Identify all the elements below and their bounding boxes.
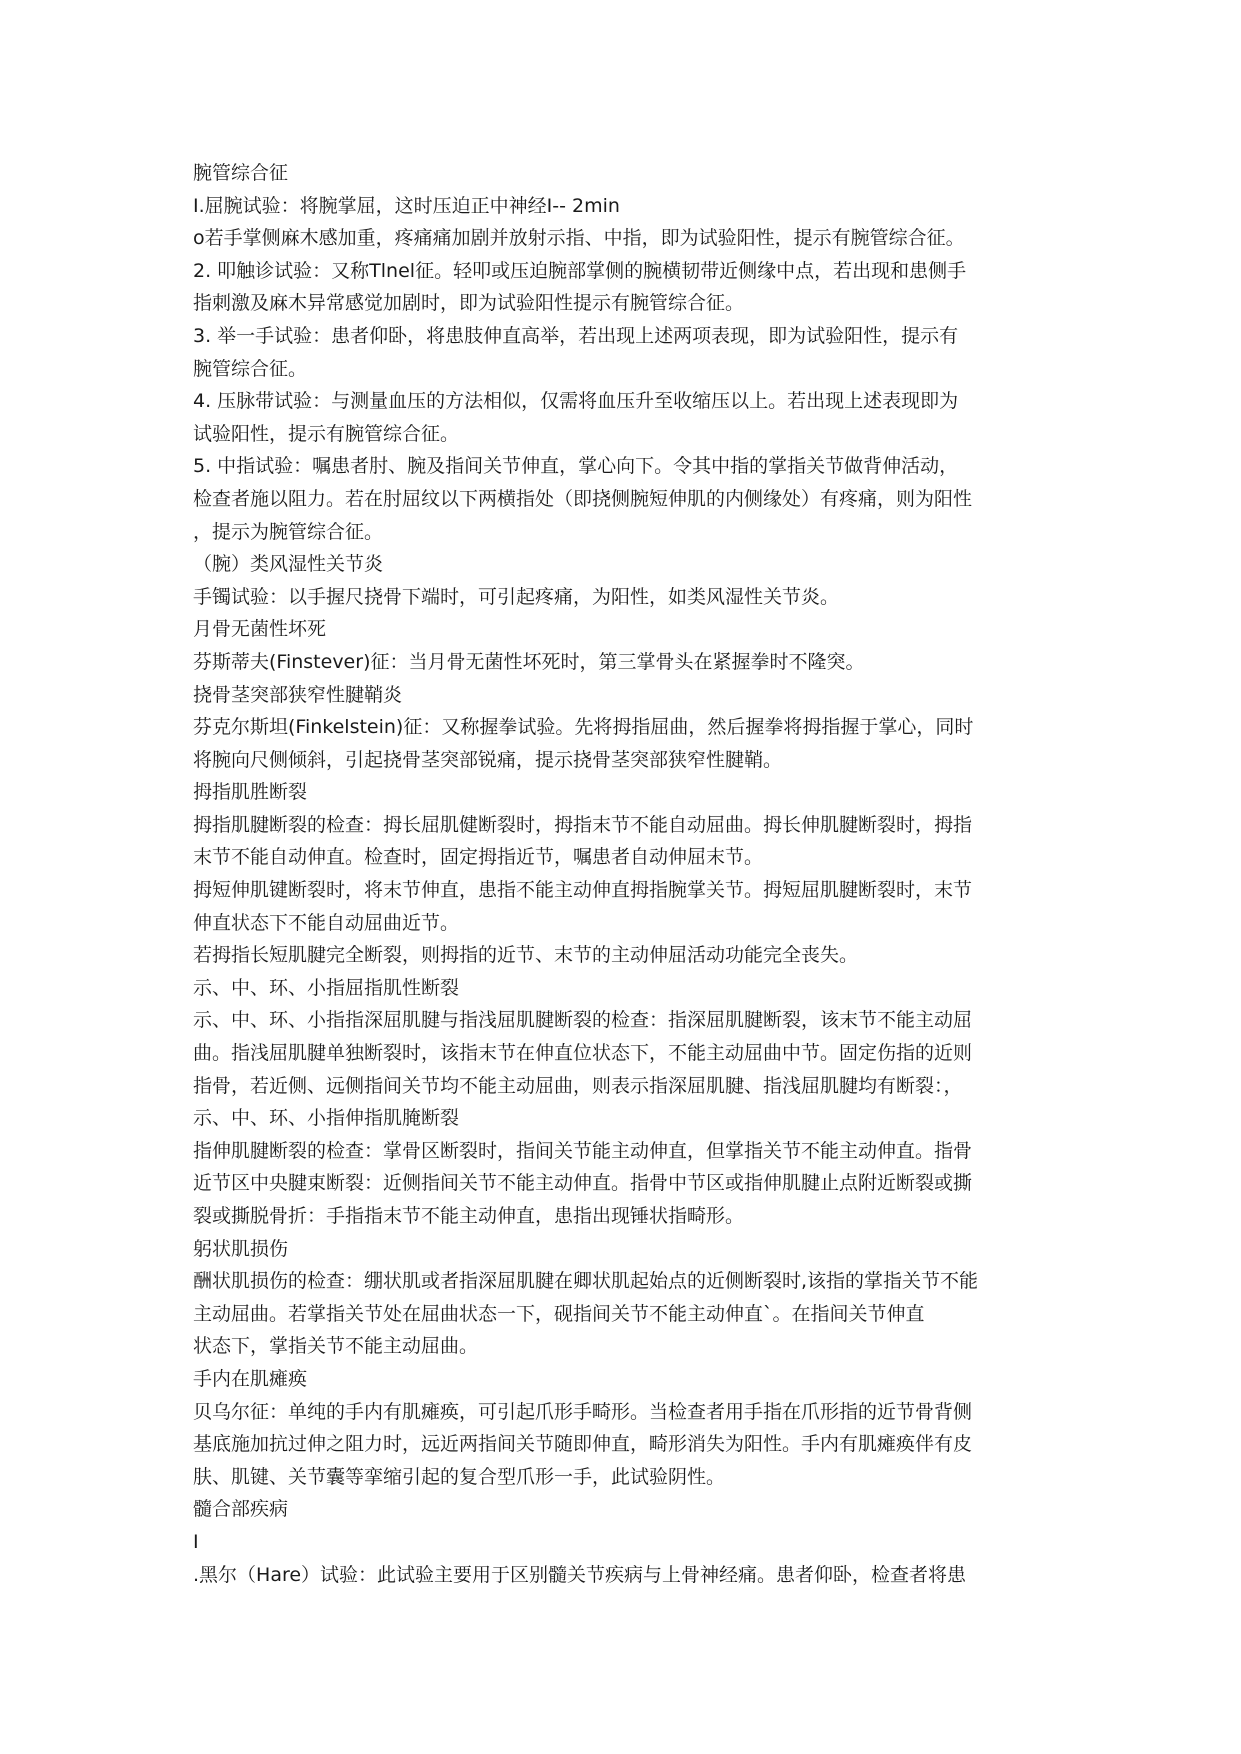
- text-line: 指骨，若近侧、远侧指间关节均不能主动屈曲，则表示指深屈肌腱、指浅屈肌腱均有断裂：，: [193, 1074, 963, 1097]
- text-line: 手镯试验：以手握尺挠骨下端时，可引起疼痛，为阳性，如类风湿性关节炎。: [193, 585, 840, 608]
- text-line: 4. 压脉带试验：与测量血压的方法相似，仅需将血压升至收缩压以上。若出现上述表现即为: [193, 390, 959, 413]
- section-heading: 腕管综合征: [193, 162, 289, 184]
- section-heading: 月骨无菌性坏死: [193, 618, 327, 641]
- text-line: 将腕向尺侧倾斜，引起挠骨茎突部锐痛，提示挠骨茎突部狭窄性腱鞘。: [193, 748, 783, 771]
- text-line: 基底施加抗过伸之阻力时，远近两指间关节随即伸直，畸形消失为阳性。手内有肌瘫痪伴有皮: [193, 1433, 973, 1456]
- text-line: 试验阳性，提示有腕管综合征。: [193, 422, 460, 445]
- text-line: 拇短伸肌键断裂时，将末节伸直，患指不能主动伸直拇指腕掌关节。拇短屈肌腱断裂时，末节: [193, 879, 973, 902]
- text-line: 腕管综合征。: [193, 357, 308, 380]
- text-line: 肤、肌键、关节囊等挛缩引起的复合型爪形一手，此试验阴性。: [193, 1465, 726, 1488]
- text-line: 酬状肌损伤的检查：绷状肌或者指深屈肌腱在卿状肌起始点的近侧断裂时,该指的掌指关节不能: [193, 1270, 979, 1293]
- section-heading: 拇指肌胜断裂: [193, 781, 308, 804]
- text-line: 芬斯蒂夫(Finstever)征：当月骨无菌性坏死时，第三掌骨头在紧握拳时不隆突。: [193, 650, 865, 673]
- text-line: 3. 举一手试验：患者仰卧，将患肢伸直高举，若出现上述两项表现，即为试验阳性，提示有: [193, 324, 959, 347]
- text-line: 状态下，掌指关节不能主动屈曲。: [193, 1335, 479, 1358]
- text-line: 曲。指浅屈肌腱单独断裂时，该指末节在伸直位状态下，不能主动屈曲中节。固定伤指的近则: [193, 1042, 973, 1065]
- text-line: 末节不能自动伸直。检查时，固定拇指近节，嘱患者自动伸屈末节。: [193, 846, 764, 869]
- text-line: 示、中、环、小指指深屈肌腱与指浅屈肌腱断裂的检查：指深屈肌腱断裂，该末节不能主动屈: [193, 1009, 973, 1032]
- document-body: [193, 157, 1073, 1591]
- text-line: ，提示为腕管综合征。: [193, 520, 384, 543]
- text-line: 主动屈曲。若掌指关节处在屈曲状态一下，砚指间关节不能主动伸直`。在指间关节伸直: [193, 1302, 925, 1325]
- text-line: o若手掌侧麻木感加重，疼痛痛加剧并放射示指、中指，即为试验阳性，提示有腕管综合征。: [193, 227, 965, 250]
- text-line: I.屈腕试验：将腕掌屈，这时压迫正中神经I-- 2min: [193, 194, 620, 217]
- section-heading: 手内在肌瘫痪: [193, 1367, 308, 1390]
- section-heading: 躬状肌损伤: [193, 1237, 289, 1260]
- section-heading: 示、中、环、小指伸指肌腌断裂: [193, 1107, 460, 1130]
- text-line: 贝乌尔征：单纯的手内有肌瘫痪，可引起爪形手畸形。当检查者用手指在爪形指的近节骨背侧: [193, 1400, 973, 1423]
- text-line: 裂或撕脱骨折：手指指末节不能主动伸直，患指出现锤状指畸形。: [193, 1205, 745, 1227]
- section-heading: 髓合部疾病: [193, 1498, 289, 1521]
- text-line: 指刺激及麻木异常感觉加剧时，即为试验阳性提示有腕管综合征。: [193, 292, 745, 315]
- text-line: 指伸肌腱断裂的检查：掌骨区断裂时，指间关节能主动伸直，但掌指关节不能主动伸直。指骨: [193, 1139, 973, 1162]
- text-line: 检查者施以阻力。若在肘屈纹以下两横指处（即挠侧腕短伸肌的内侧缘处）有疼痛，则为阳性: [193, 487, 973, 510]
- section-heading: 挠骨茎突部狭窄性腱鞘炎: [193, 683, 403, 706]
- text-line: 芬克尔斯坦(Finkelstein)征：又称握拳试验。先将拇指屈曲，然后握拳将拇指握于掌心，同时: [193, 716, 974, 739]
- text-line: 伸直状态下不能自动屈曲近节。: [193, 911, 460, 934]
- text-line: .黑尔（Hare）试验：此试验主要用于区别髓关节疾病与上骨神经痛。患者仰卧，检查者将患: [193, 1563, 967, 1586]
- section-heading: 示、中、环、小指屈指肌性断裂: [193, 976, 460, 999]
- text-line: I: [193, 1530, 199, 1553]
- text-line: 2. 叩触诊试验：又称Tlnel征。轻叩或压迫腕部掌侧的腕横韧带近侧缘中点，若出现和患侧手: [193, 259, 967, 282]
- text-line: 若拇指长短肌腱完全断裂，则拇指的近节、末节的主动伸屈活动功能完全丧失。: [193, 944, 859, 967]
- text-line: 近节区中央腱束断裂：近侧指间关节不能主动伸直。指骨中节区或指伸肌腱止点附近断裂或撕: [193, 1172, 973, 1195]
- text-line: 拇指肌腱断裂的检查：拇长屈肌健断裂时，拇指末节不能自动屈曲。拇长伸肌腱断裂时，拇指: [193, 813, 973, 836]
- section-heading: （腕）类风湿性关节炎: [193, 553, 384, 576]
- text-line: 5. 中指试验：嘱患者肘、腕及指间关节伸直，掌心向下。令其中指的掌指关节做背伸活动，: [193, 455, 959, 478]
